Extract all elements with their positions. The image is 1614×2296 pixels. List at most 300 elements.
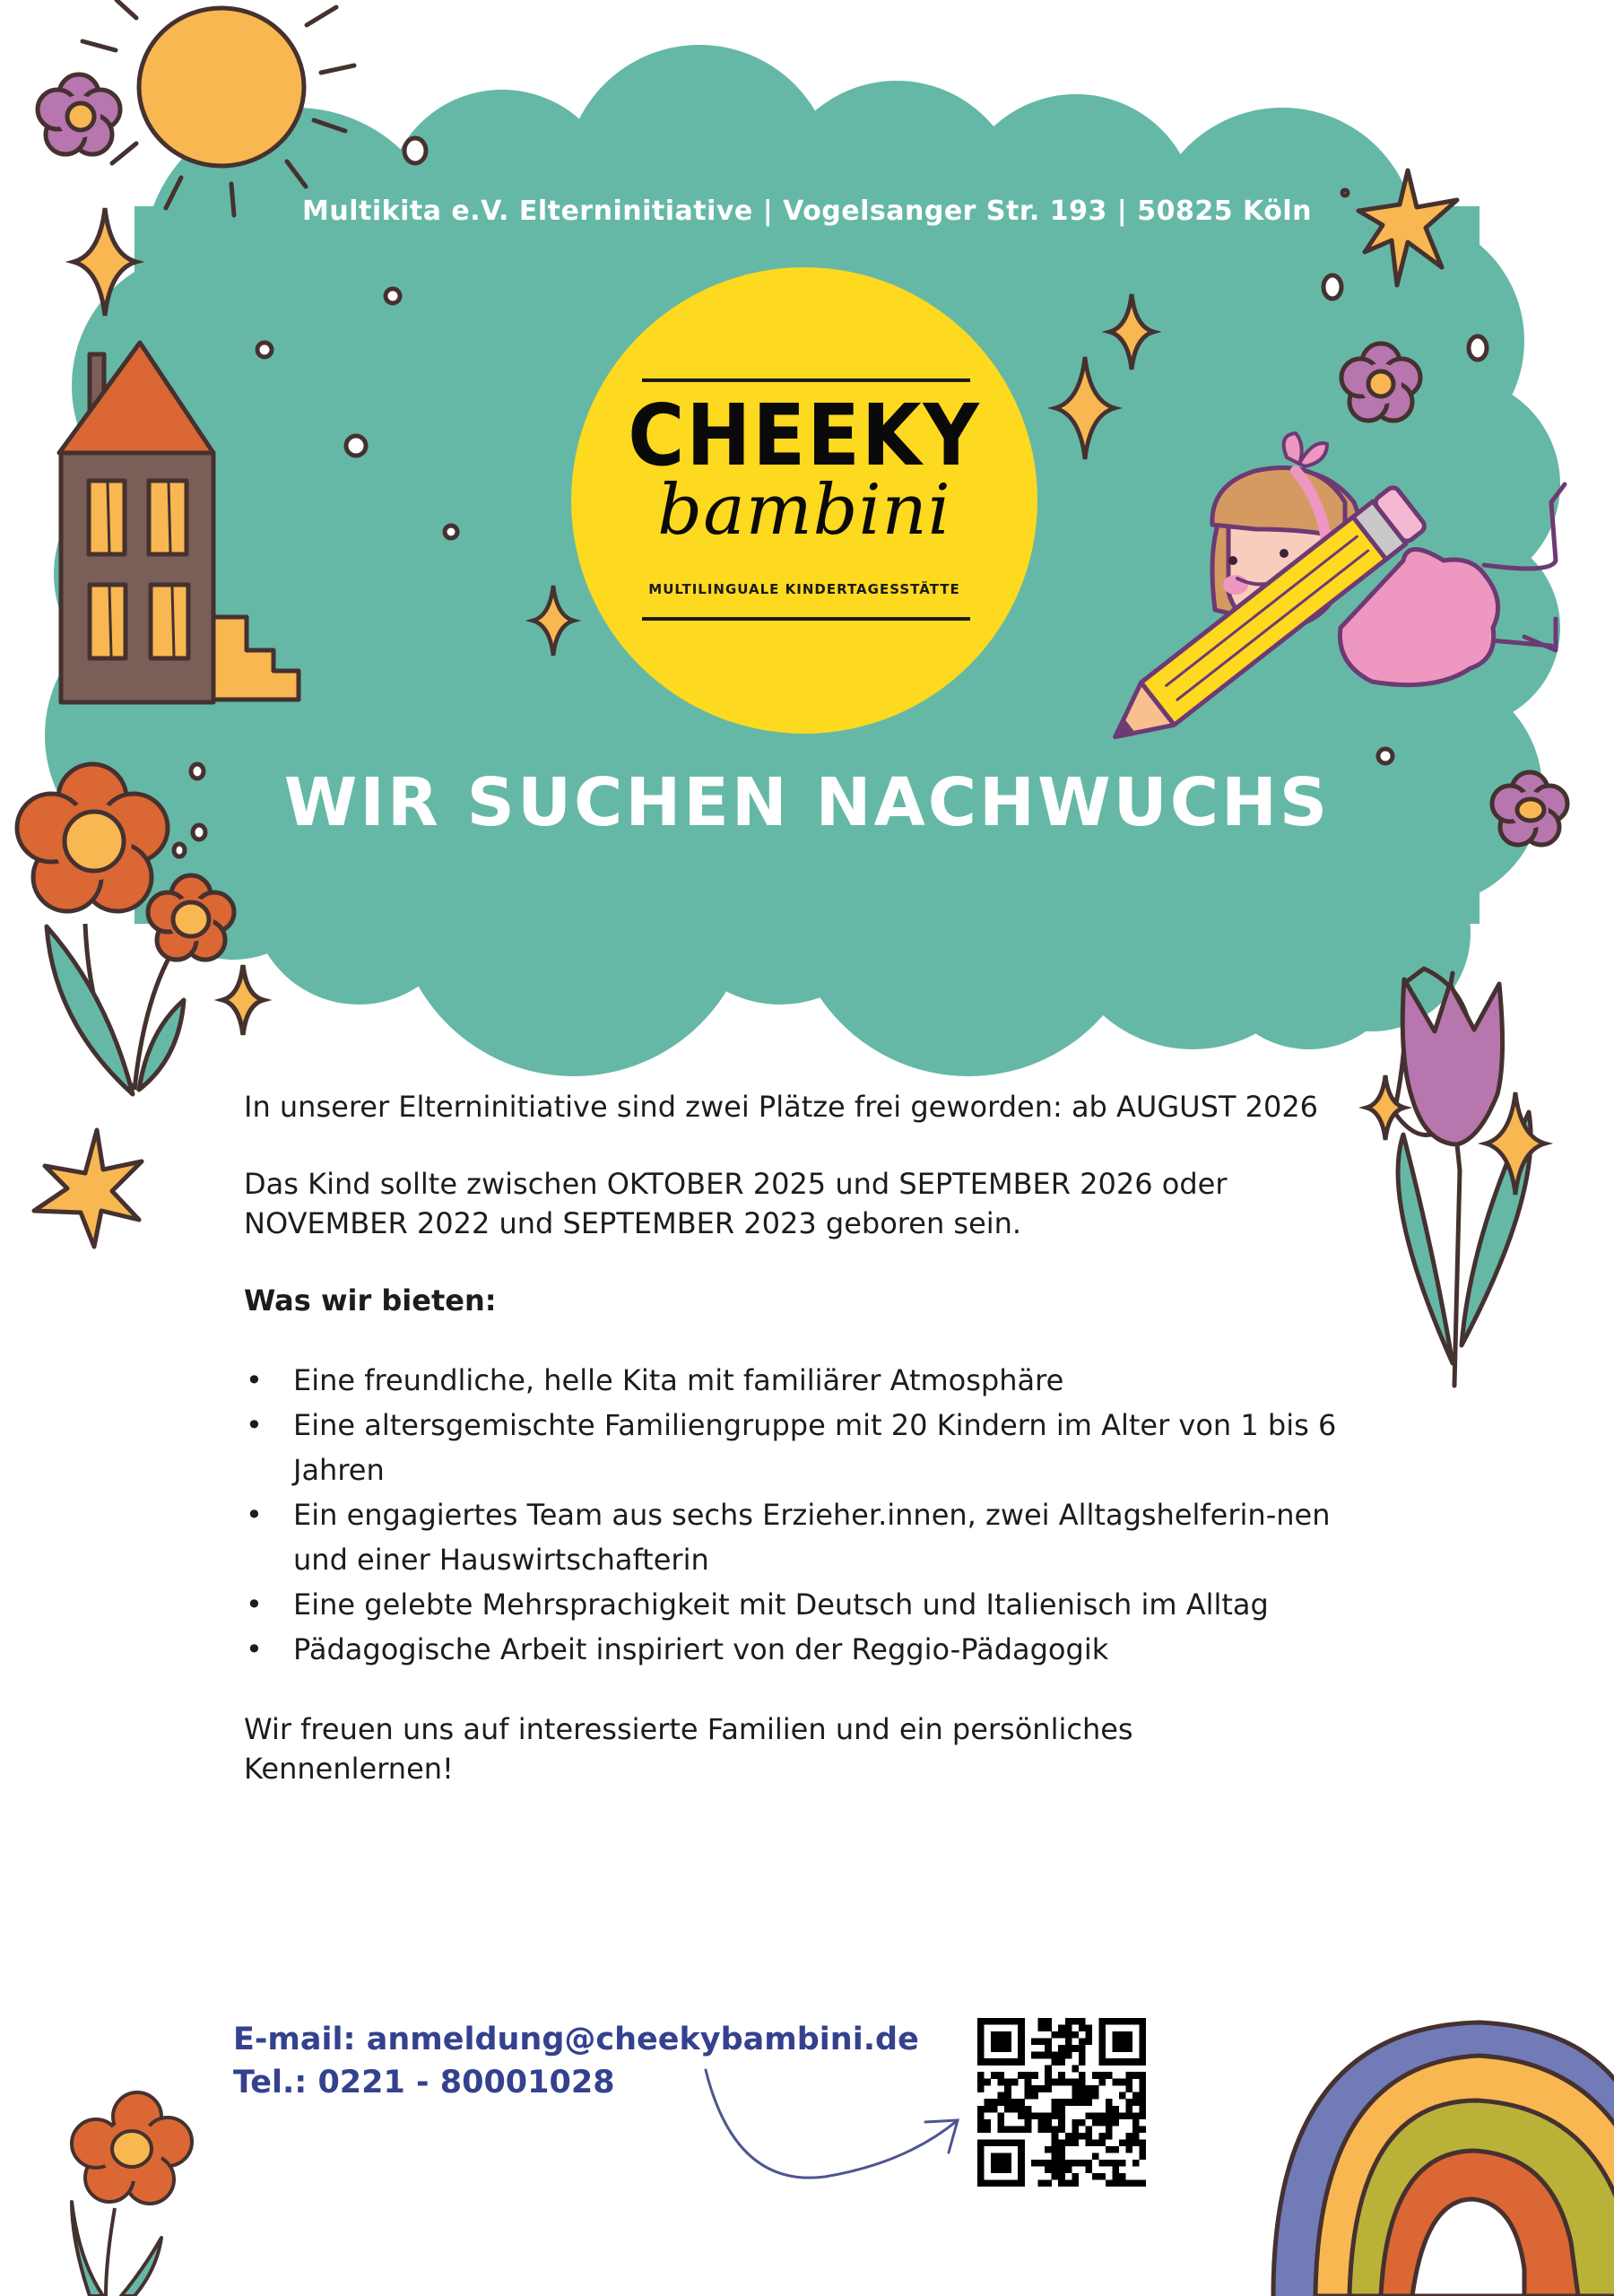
qr-module — [1018, 2160, 1025, 2167]
qr-module — [977, 2072, 985, 2079]
flower-icon — [1341, 344, 1420, 421]
qr-module — [1098, 2058, 1106, 2066]
qr-module — [1052, 2099, 1059, 2106]
qr-module — [1058, 2052, 1065, 2059]
qr-module — [1004, 2126, 1011, 2133]
intro-paragraph: In unserer Elterninitiative sind zwei Plätze frei geworden: ab AUGUST 2026 — [244, 1090, 1319, 1124]
address-line: Multikita e.V. Elterninitiative | Vogelsanger Str. 193 | 50825 Köln — [302, 196, 1312, 227]
qr-module — [1045, 2119, 1052, 2126]
qr-module — [1139, 2092, 1146, 2100]
qr-module — [1004, 2099, 1011, 2106]
phone-link[interactable]: Tel.: 0221 - 80001028 — [233, 2065, 615, 2100]
qr-module — [1119, 2045, 1126, 2052]
qr-module — [985, 2018, 992, 2025]
qr-module — [1072, 2173, 1079, 2180]
qr-module — [1004, 2058, 1011, 2066]
qr-module — [1098, 2052, 1106, 2059]
qr-module — [1004, 2045, 1011, 2052]
qr-module — [998, 2018, 1005, 2025]
qr-module — [1085, 2092, 1092, 2100]
qr-module — [1079, 2072, 1086, 2079]
qr-module — [1106, 2133, 1113, 2140]
qr-module — [1106, 2018, 1113, 2025]
flower-icon — [38, 74, 120, 154]
email-link[interactable]: E-mail: anmeldung@cheekybambini.de — [233, 2022, 919, 2057]
qr-module — [1119, 2031, 1126, 2039]
qr-module — [1079, 2079, 1086, 2086]
list-item: • Pädagogische Arbeit inspiriert von der Reggio-Pädagogik — [244, 1627, 1347, 1672]
qr-module — [1139, 2106, 1146, 2113]
qr-module — [1079, 2039, 1086, 2046]
body-text — [244, 1087, 1347, 1788]
qr-module — [1132, 2072, 1140, 2079]
qr-module — [1106, 2112, 1113, 2119]
qr-module — [1125, 2058, 1132, 2066]
qr-module — [1058, 2099, 1065, 2106]
qr-module — [1092, 2112, 1099, 2119]
qr-module — [1098, 2072, 1106, 2079]
qr-module — [1058, 2031, 1065, 2039]
qr-module — [1132, 2018, 1140, 2025]
qr-module — [1004, 2152, 1011, 2160]
qr-module — [1098, 2045, 1106, 2052]
qr-module — [998, 2126, 1005, 2133]
qr-module — [1018, 2045, 1025, 2052]
qr-module — [1011, 2018, 1019, 2025]
qr-module — [1052, 2160, 1059, 2167]
qr-module — [1052, 2126, 1059, 2133]
qr-module — [1052, 2079, 1059, 2086]
birth-range-paragraph: Das Kind sollte zwischen OKTOBER 2025 und SEPTEMBER 2026 oder NOVEMBER 2022 und SEPTEMBER 2023 geboren sein. — [244, 1167, 1228, 1240]
qr-module — [1058, 2112, 1065, 2119]
qr-module — [1132, 2160, 1140, 2167]
logo-rule-bottom — [642, 617, 970, 621]
qr-module — [998, 2058, 1005, 2066]
rainbow-icon — [1273, 2022, 1614, 2296]
qr-module — [1092, 2072, 1099, 2079]
qr-module — [985, 2139, 992, 2146]
qr-module — [1065, 2052, 1072, 2059]
qr-module — [998, 2079, 1005, 2086]
qr-module — [1112, 2106, 1119, 2113]
qr-module — [1045, 2112, 1052, 2119]
qr-module — [1011, 2099, 1019, 2106]
qr-module — [977, 2160, 985, 2167]
sparkle-icon — [222, 965, 264, 1035]
qr-module — [1079, 2160, 1086, 2167]
list-item: • Eine gelebte Mehrsprachigkeit mit Deutsch und Italienisch im Alltag — [244, 1582, 1347, 1627]
qr-module — [1112, 2146, 1119, 2153]
qr-module — [1052, 2031, 1059, 2039]
qr-module — [1018, 2146, 1025, 2153]
qr-module — [1025, 2126, 1032, 2133]
qr-module — [1052, 2166, 1059, 2173]
qr-module — [1125, 2106, 1132, 2113]
qr-module — [1112, 2173, 1119, 2180]
qr-module — [1112, 2018, 1119, 2025]
list-item: • Eine freundliche, helle Kita mit familiärer Atmosphäre — [244, 1358, 1347, 1403]
qr-module — [1098, 2133, 1106, 2140]
qr-module — [991, 2058, 998, 2066]
qr-module — [1079, 2052, 1086, 2059]
qr-module — [1004, 2039, 1011, 2046]
qr-module — [991, 2152, 998, 2160]
qr-module — [1139, 2025, 1146, 2032]
qr-module — [977, 2039, 985, 2046]
qr-module — [977, 2112, 985, 2119]
qr-module — [1038, 2039, 1046, 2046]
qr-module — [1025, 2119, 1032, 2126]
qr-module — [1106, 2126, 1113, 2133]
qr-module — [1072, 2085, 1079, 2092]
qr-module — [991, 2166, 998, 2173]
qr-module — [1085, 2039, 1092, 2046]
qr-module — [1065, 2018, 1072, 2025]
qr-module — [1098, 2018, 1106, 2025]
closing-paragraph: Wir freuen uns auf interessierte Familien und ein persönliches Kennenlernen! — [244, 1712, 1133, 1786]
qr-module — [1052, 2058, 1059, 2066]
qr-module — [1072, 2092, 1079, 2100]
qr-module — [1092, 2139, 1099, 2146]
qr-module — [1004, 2139, 1011, 2146]
qr-module — [1004, 2079, 1011, 2086]
flower-icon — [1492, 772, 1567, 845]
qr-module — [985, 2079, 992, 2086]
qr-module — [1085, 2025, 1092, 2032]
qr-module — [1139, 2045, 1146, 2052]
qr-module — [1031, 2085, 1038, 2092]
logo-name-bambini: bambini — [657, 470, 951, 551]
qr-module — [1004, 2179, 1011, 2187]
qr-module — [977, 2173, 985, 2180]
qr-module — [1092, 2152, 1099, 2160]
qr-module — [977, 2139, 985, 2146]
qr-module — [1079, 2018, 1086, 2025]
qr-module — [1119, 2173, 1126, 2180]
sun-icon — [82, 0, 354, 215]
qr-module — [1132, 2092, 1140, 2100]
qr-module — [1072, 2179, 1079, 2187]
qr-module — [1125, 2079, 1132, 2086]
qr-module — [1098, 2025, 1106, 2032]
qr-module — [1018, 2106, 1025, 2113]
qr-module — [1132, 2139, 1140, 2146]
qr-module — [1045, 2126, 1052, 2133]
qr-module — [1072, 2160, 1079, 2167]
bullet-icon: • — [246, 1498, 263, 1532]
qr-module — [1085, 2139, 1092, 2146]
qr-module — [1132, 2058, 1140, 2066]
qr-module — [1079, 2085, 1086, 2092]
qr-module — [998, 2099, 1005, 2106]
qr-module — [1139, 2146, 1146, 2153]
qr-module — [1139, 2126, 1146, 2133]
qr-module — [1132, 2119, 1140, 2126]
qr-module — [1085, 2031, 1092, 2039]
qr-module — [1058, 2173, 1065, 2180]
qr-module — [1058, 2152, 1065, 2160]
qr-module — [1139, 2079, 1146, 2086]
qr-module — [1058, 2160, 1065, 2167]
qr-module — [1085, 2166, 1092, 2173]
qr-module — [1025, 2085, 1032, 2092]
qr-module — [1058, 2139, 1065, 2146]
qr-module — [1132, 2099, 1140, 2106]
qr-module — [1011, 2179, 1019, 2187]
qr-module — [1065, 2166, 1072, 2173]
qr-module — [1072, 2079, 1079, 2086]
headline: WIR SUCHEN NACHWUCHS — [283, 764, 1331, 841]
qr-module — [991, 2018, 998, 2025]
qr-module — [1065, 2031, 1072, 2039]
qr-code[interactable] — [977, 2018, 1146, 2187]
qr-module — [1106, 2072, 1113, 2079]
offer-list — [244, 1358, 1347, 1672]
qr-module — [1098, 2139, 1106, 2146]
qr-module — [1018, 2072, 1025, 2079]
qr-module — [1085, 2160, 1092, 2167]
qr-module — [1092, 2173, 1099, 2180]
qr-module — [1025, 2092, 1032, 2100]
qr-module — [1065, 2045, 1072, 2052]
qr-module — [1092, 2119, 1099, 2126]
qr-module — [1125, 2045, 1132, 2052]
qr-module — [1098, 2039, 1106, 2046]
qr-module — [977, 2018, 985, 2025]
qr-module — [1038, 2052, 1046, 2059]
qr-module — [985, 2099, 992, 2106]
qr-module — [1065, 2133, 1072, 2140]
qr-module — [1139, 2099, 1146, 2106]
qr-module — [998, 2112, 1005, 2119]
qr-module — [1139, 2112, 1146, 2119]
qr-module — [1004, 2106, 1011, 2113]
list-item: • Ein engagiertes Team aus sechs Erzieher.innen, zwei Alltagshelferin-nen und einer Hauswirtschafterin — [244, 1492, 1347, 1582]
qr-module — [1045, 2072, 1052, 2079]
qr-module — [1065, 2079, 1072, 2086]
qr-module — [1106, 2099, 1113, 2106]
qr-module — [1112, 2045, 1119, 2052]
qr-module — [1098, 2160, 1106, 2167]
qr-module — [991, 2045, 998, 2052]
qr-module — [1072, 2066, 1079, 2073]
qr-module — [1112, 2160, 1119, 2167]
qr-module — [1004, 2166, 1011, 2173]
qr-module — [1065, 2039, 1072, 2046]
qr-module — [1119, 2058, 1126, 2066]
bullet-icon: • — [246, 1408, 263, 1442]
qr-module — [1052, 2146, 1059, 2153]
qr-module — [1025, 2112, 1032, 2119]
qr-module — [1072, 2031, 1079, 2039]
qr-module — [1018, 2039, 1025, 2046]
cheeky-bambini-logo — [571, 267, 1037, 734]
qr-module — [1058, 2126, 1065, 2133]
qr-module — [1079, 2119, 1086, 2126]
qr-module — [1072, 2126, 1079, 2133]
qr-module — [991, 2139, 998, 2146]
qr-module — [1072, 2099, 1079, 2106]
qr-module — [1038, 2119, 1046, 2126]
qr-module — [991, 2160, 998, 2167]
qr-module — [1079, 2092, 1086, 2100]
qr-module — [1004, 2160, 1011, 2167]
qr-module — [1125, 2133, 1132, 2140]
qr-module — [1132, 2133, 1140, 2140]
qr-module — [1065, 2025, 1072, 2032]
qr-module — [1112, 2119, 1119, 2126]
qr-module — [1139, 2139, 1146, 2146]
qr-module — [1085, 2085, 1092, 2092]
qr-module — [1018, 2166, 1025, 2173]
qr-module — [991, 2179, 998, 2187]
qr-module — [1052, 2139, 1059, 2146]
qr-module — [1038, 2112, 1046, 2119]
flower-icon — [17, 764, 234, 1094]
qr-module — [1125, 2099, 1132, 2106]
qr-module — [977, 2025, 985, 2032]
qr-module — [1106, 2119, 1113, 2126]
logo-tagline: MULTILINGUALE KINDERTAGESSTÄTTE — [648, 581, 960, 597]
qr-module — [1065, 2160, 1072, 2167]
qr-module — [1038, 2025, 1046, 2032]
qr-module — [1018, 2173, 1025, 2180]
qr-module — [1025, 2072, 1032, 2079]
qr-module — [1119, 2112, 1126, 2119]
qr-module — [1045, 2146, 1052, 2153]
qr-module — [1052, 2133, 1059, 2140]
qr-module — [1058, 2025, 1065, 2032]
qr-module — [1072, 2133, 1079, 2140]
qr-module — [1098, 2079, 1106, 2086]
qr-module — [1018, 2126, 1025, 2133]
qr-module — [1139, 2179, 1146, 2187]
qr-module — [1038, 2085, 1046, 2092]
qr-module — [998, 2152, 1005, 2160]
qr-module — [1112, 2058, 1119, 2066]
qr-module — [1119, 2018, 1126, 2025]
qr-module — [1125, 2018, 1132, 2025]
bullet-icon: • — [246, 1363, 263, 1397]
qr-module — [1125, 2085, 1132, 2092]
qr-module — [977, 2152, 985, 2160]
qr-module — [1092, 2085, 1099, 2092]
qr-module — [1031, 2092, 1038, 2100]
sparkle-icon — [533, 586, 574, 656]
qr-module — [1058, 2058, 1065, 2066]
flower-icon — [72, 2092, 192, 2296]
qr-module — [1052, 2173, 1059, 2180]
qr-module — [1139, 2085, 1146, 2092]
qr-module — [1098, 2112, 1106, 2119]
qr-module — [1011, 2106, 1019, 2113]
qr-module — [1011, 2139, 1019, 2146]
qr-module — [1004, 2092, 1011, 2100]
qr-module — [1052, 2112, 1059, 2119]
qr-module — [1119, 2039, 1126, 2046]
qr-module — [977, 2106, 985, 2113]
qr-module — [1119, 2179, 1126, 2187]
qr-module — [1106, 2160, 1113, 2167]
qr-module — [998, 2119, 1005, 2126]
qr-module — [1058, 2106, 1065, 2113]
qr-module — [1079, 2099, 1086, 2106]
qr-module — [1119, 2160, 1126, 2167]
qr-module — [977, 2058, 985, 2066]
qr-module — [985, 2106, 992, 2113]
qr-module — [1011, 2058, 1019, 2066]
qr-module — [1045, 2085, 1052, 2092]
qr-module — [1038, 2160, 1046, 2167]
qr-module — [1018, 2058, 1025, 2066]
logo-rule-top — [642, 378, 970, 382]
qr-module — [991, 2099, 998, 2106]
qr-module — [1045, 2052, 1052, 2059]
qr-module — [977, 2146, 985, 2153]
qr-module — [1018, 2179, 1025, 2187]
qr-module — [1132, 2126, 1140, 2133]
qr-module — [1052, 2052, 1059, 2059]
qr-module — [1031, 2160, 1038, 2167]
qr-module — [1058, 2079, 1065, 2086]
qr-module — [1125, 2139, 1132, 2146]
qr-module — [1031, 2112, 1038, 2119]
qr-module — [1079, 2058, 1086, 2066]
qr-module — [1085, 2112, 1092, 2119]
qr-module — [1112, 2112, 1119, 2119]
qr-module — [991, 2031, 998, 2039]
girl-with-pencil-illustration — [1098, 433, 1565, 758]
qr-module — [1072, 2119, 1079, 2126]
qr-module — [1018, 2139, 1025, 2146]
qr-module — [1139, 2018, 1146, 2025]
qr-module — [1139, 2039, 1146, 2046]
qr-module — [1031, 2039, 1038, 2046]
qr-module — [1018, 2152, 1025, 2160]
qr-module — [1058, 2179, 1065, 2187]
qr-module — [1125, 2179, 1132, 2187]
qr-module — [991, 2106, 998, 2113]
qr-module — [1072, 2139, 1079, 2146]
qr-module — [1025, 2079, 1032, 2086]
qr-module — [985, 2058, 992, 2066]
qr-module — [1018, 2052, 1025, 2059]
qr-module — [998, 2139, 1005, 2146]
qr-module — [985, 2119, 992, 2126]
qr-module — [998, 2179, 1005, 2187]
qr-module — [1004, 2031, 1011, 2039]
qr-module — [1031, 2052, 1038, 2059]
qr-module — [1058, 2146, 1065, 2153]
qr-module — [1125, 2112, 1132, 2119]
qr-module — [1018, 2018, 1025, 2025]
qr-module — [1011, 2079, 1019, 2086]
qr-module — [977, 2085, 985, 2092]
qr-module — [1045, 2066, 1052, 2073]
qr-module — [1139, 2152, 1146, 2160]
qr-module — [1139, 2031, 1146, 2039]
qr-module — [1052, 2152, 1059, 2160]
qr-module — [1038, 2126, 1046, 2133]
qr-module — [1119, 2139, 1126, 2146]
qr-module — [1079, 2025, 1086, 2032]
qr-module — [977, 2045, 985, 2052]
qr-module — [1045, 2166, 1052, 2173]
contact-block — [233, 2018, 919, 2104]
qr-module — [977, 2119, 985, 2126]
qr-module — [1058, 2045, 1065, 2052]
qr-module — [1125, 2031, 1132, 2039]
